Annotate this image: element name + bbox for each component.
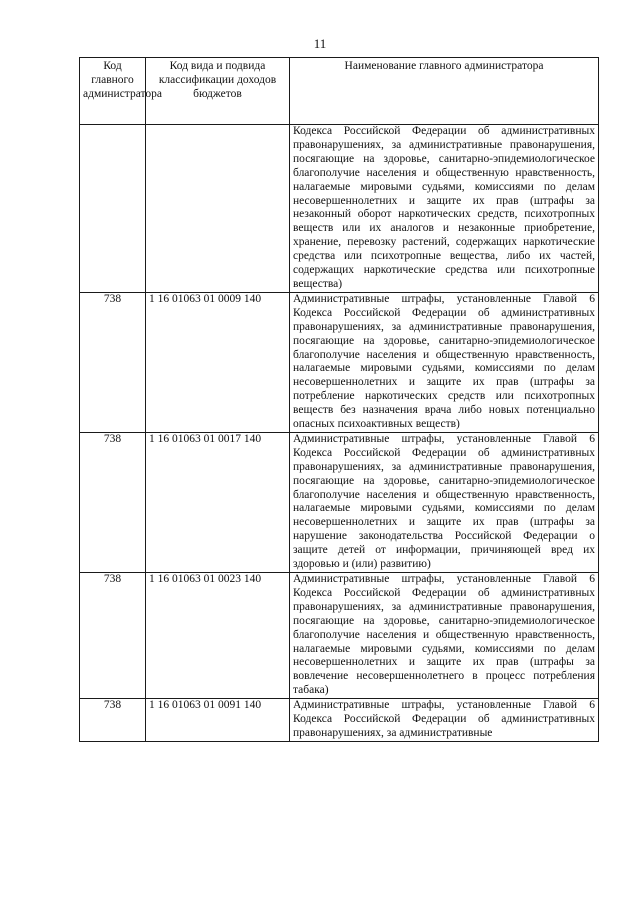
admin-name-cell: Административные штрафы, установленные Главой 6 Кодекса Российской Федерации об административных правонарушениях, за административные правонарушения, посягающие на здоровье, санитарно-эпидемиологическое благополучие населения и общественную нравственность, налагаемые мировыми судьями, комиссиями по делам несовершеннолетних и защите их прав (штрафы за потребление наркотических средств или психотропных веществ без назначения врача либо новых потенциально опасных психоактивных веществ) [290, 292, 599, 432]
income-code-cell: 1 16 01063 01 0017 140 [146, 432, 290, 572]
table-row [80, 432, 599, 572]
admin-code-cell: 738 [80, 699, 146, 742]
admin-code-cell: 738 [80, 573, 146, 699]
table-body [80, 125, 599, 742]
income-code-cell: 1 16 01063 01 0009 140 [146, 292, 290, 432]
admin-name-cell: Административные штрафы, установленные Главой 6 Кодекса Российской Федерации об административных правонарушениях, за административные правонарушения, посягающие на здоровье, санитарно-эпидемиологическое благополучие населения и общественную нравственность, налагаемые мировыми судьями, комиссиями по делам несовершеннолетних и защите их прав (штрафы за вовлечение несовершеннолетнего в процесс потребления табака) [290, 573, 599, 699]
table-header [80, 58, 599, 125]
header-admin-name: Наименование главного администратора [290, 58, 599, 125]
header-income-code: Код вида и подвида классификации доходов бюджетов [146, 58, 290, 125]
table-row [80, 292, 599, 432]
admin-name-cell: Административные штрафы, установленные Главой 6 Кодекса Российской Федерации об административных правонарушениях, за административные правонарушения, посягающие на здоровье, санитарно-эпидемиологическое благополучие населения и общественную нравственность, налагаемые мировыми судьями, комиссиями по делам несовершеннолетних и защите их прав (штрафы за нарушение законодательства Российской Федерации о защите детей от информации, причиняющей вред их здоровью и (или) развитию) [290, 432, 599, 572]
page-number: 11 [313, 36, 327, 51]
table-row [80, 573, 599, 699]
income-code-cell: 1 16 01063 01 0023 140 [146, 573, 290, 699]
admin-code-cell: 738 [80, 432, 146, 572]
income-code-cell: 1 16 01063 01 0091 140 [146, 699, 290, 742]
admin-name-cell: Административные штрафы, установленные Главой 6 Кодекса Российской Федерации об административных правонарушениях, за административные [290, 699, 599, 742]
income-code-cell [146, 125, 290, 293]
budget-income-table [79, 57, 599, 742]
table-row [80, 699, 599, 742]
header-admin-code: Код главного администратора [80, 58, 146, 125]
admin-name-cell: Кодекса Российской Федерации об административных правонарушениях, за административные правонарушения, посягающие на здоровье, санитарно-эпидемиологическое благополучие населения и общественную нравственность, налагаемые мировыми судьями, комиссиями по делам несовершеннолетних и защите их прав (штрафы за незаконный оборот наркотических средств, психотропных веществ или их аналогов и незаконные приобретение, хранение, перевозку растений, содержащих наркотические средства или психотропные вещества, либо их частей, содержащих наркотические средства или психотропные вещества) [290, 125, 599, 293]
admin-code-cell [80, 125, 146, 293]
header-row [80, 58, 599, 125]
admin-code-cell: 738 [80, 292, 146, 432]
table-row [80, 125, 599, 293]
